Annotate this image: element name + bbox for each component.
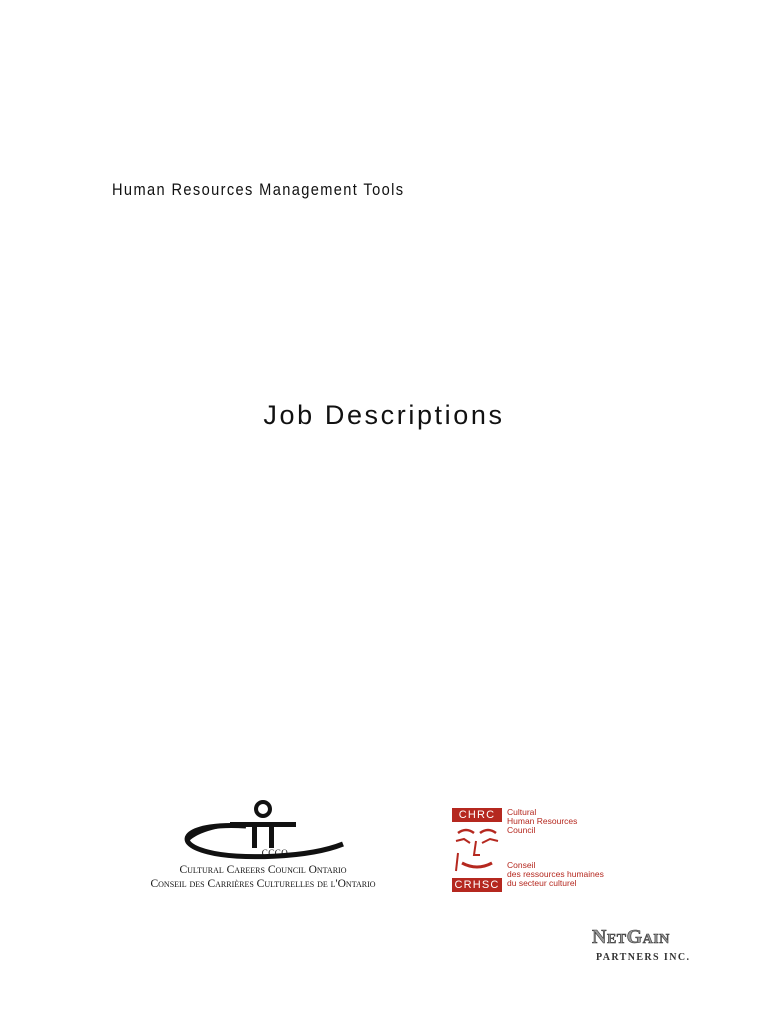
document-title: Job Descriptions <box>263 400 505 430</box>
ccco-name-english: Cultural Careers Council Ontario <box>179 864 347 876</box>
chrc-fr-line: Conseil <box>507 860 536 870</box>
ccco-mark-text: CCCO <box>261 848 289 858</box>
chrc-name-english <box>507 808 577 835</box>
chrc-fr-line: du secteur culturel <box>507 878 577 888</box>
chrc-logo <box>452 808 632 892</box>
chrc-fr-line: des ressources humaines <box>507 869 604 879</box>
ccco-name-french: Conseil des Carrières Culturelles de l'Ontario <box>150 878 376 890</box>
ccco-logo <box>128 800 398 896</box>
chrc-en-line: Human Resources <box>507 816 578 826</box>
chrc-en-line: Council <box>507 825 536 835</box>
netgain-name: NetGain <box>592 926 670 948</box>
document-subtitle: Human Resources Management Tools <box>112 180 405 199</box>
face-icon <box>452 823 502 877</box>
chrc-badge: CHRC <box>452 808 502 822</box>
chrc-name-french <box>507 861 604 888</box>
netgain-subtitle: PARTNERS INC. <box>596 952 691 963</box>
chrc-en-line: Cultural <box>507 807 537 817</box>
crhsc-badge: CRHSC <box>452 878 502 892</box>
netgain-logo <box>592 926 722 970</box>
